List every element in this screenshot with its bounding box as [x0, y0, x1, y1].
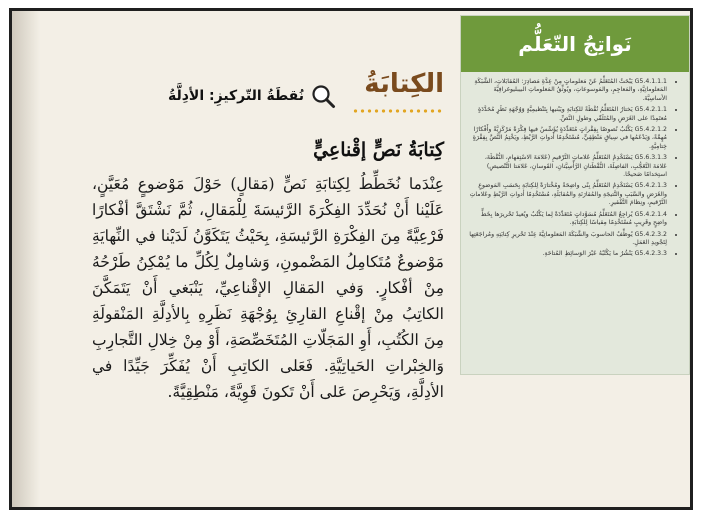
learning-outcomes-title: نَواتِجُ التّعَلُّم — [461, 16, 689, 72]
learning-outcomes-list — [469, 78, 679, 262]
outcome-item: • G5.6.3.1.3 يَسْتَخْدِمُ المُتَعَلِّمُ عَلاماتِ التَّرْقيمِ (عَلامَةَ الاسْتِفهامِ، النُّقْطَةَ، عَلامَةَ التَّعَجُّبِ، الفاصِلَةَ، النُّقْطَتانِ الرَّأْسِيَّتانِ، القَوسانِ، عَلامَتا التَّنْصيصِ) استِخدامًا صَحيحًا. — [469, 154, 667, 179]
textbook-page-photo — [9, 8, 693, 510]
learning-outcomes-panel — [460, 15, 690, 375]
body-paragraph: عِنْدَما نُخَطِّطُ لِكِتابَةِ نَصٍّ (مَقالٍ) حَوْلَ مَوْضوعٍ مُعَيَّنٍ، عَلَيْنا أَنْ نُحَدِّدَ الفِكْرَةَ الرَّئيسَةَ لِلْمَقالِ، ثُمَّ نَشْتَقَّ أفْكارًا فَرْعِيَّةً مِنَ الفِكْرَةِ الرَّئيسَةِ، بِحَيْثُ يَتَكَوَّنُ لَدَيْنا في النِّهايَةِ مَوْضوعٌ مُتَكامِلُ المَضْمونِ، وَشامِلٌ لِكُلِّ ما يُمْكِنُ طَرْحُهُ مِنْ أفْكارٍ. وَفي المَقالِ الإقْناعِيِّ، يَنْبَغي أَنْ يَتَمَكَّنَ الكاتِبُ مِنْ إقْناعِ القارِئِ بِوُجْهَةِ نَظَرِهِ بِالأدِلَّةِ المَنْقولَةِ مِنَ الكُتُبِ، أَوِ المَجَلّاتِ المُتَخَصِّصَةِ، أَوْ مِنْ خِلالِ التَّجارِبِ وَالخِبْراتِ الحَياتِيَّةِ. فَعَلى الكاتِبِ أَنْ يُفَكِّرَ جَيِّدًا في الأدِلَّةِ، وَيَحْرِصَ عَلى أَنْ تَكونَ قَوِيَّةً، مَنْطِقِيَّةً. — [92, 175, 444, 401]
outcome-item: • G5.4.2.3.3 يَنْشُرُ ما يَكْتُبُهُ عَبْرَ الوَسائِطِ المُتاحَةِ. — [469, 250, 667, 258]
magnifier-icon — [310, 83, 336, 109]
lesson-subtitle: كِتابَةُ نَصٍّ إقْناعِيٍّ — [313, 139, 444, 161]
title-underline-dots — [352, 109, 444, 113]
outcome-item: • G5.4.2.3.2 يُوظِّفُ الحاسوبَ والشَّبَكَةَ المَعلوماتِيَّةَ عِنْدَ تَحْريرِ كِتابَتِهِ ومُراجَعَتِها لِتَجْويدِ العَمَلِ. — [469, 231, 667, 248]
focus-point-text: نُقطَةُ التّركيزِ: الأدِلَّةُ — [167, 88, 304, 104]
section-title: الكِتابَةُ — [364, 69, 444, 99]
focus-point — [120, 83, 336, 109]
outcome-item: • G5.4.1.1.1 يَبْحَثُ المُتَعَلِّمُ عَنْ مَعلوماتٍ مِنْ عِدَّةِ مَصادِرَ: المُقابَلاتِ، الشَّبَكَةِ المَعلوماتِيَّةِ، والمَعاجِمِ، والمَوسوعاتِ، ويُوثِّقُ المَعلوماتِ البيبليوغرافِيَّةَ الأساسِيَّةَ. — [469, 78, 667, 103]
outcome-item: • G5.4.2.1.4 يُراجِعُ المُتَعَلِّمُ مُسَوَّداتٍ مُتَعَدِّدَةً لِما يَكْتُبُ ويُعيدُ تَحْريرَها بِخَطٍّ واضِحٍ وقَرِيبٍ مُسْتَخْدِمًا مِقياسًا لِلكِتابَةِ. — [469, 211, 667, 228]
page-binding-shadow — [12, 11, 40, 507]
outcome-item: • G5.4.2.1.3 يَسْتَخْدِمُ المُتَعَلِّمُ بِنًى واضِحَةً ومُخْتارَةً لِلكِتابَةِ بِحَسَبِ المَوضوعِ والغَرَضِ والسَّبَبِ والنَّتيجَةِ والمُقارَنَةِ والمُقابَلَةِ، مُسْتَخْدِمًا أدواتِ الرَّبْطِ وعَلاماتِ التَّرْقيمِ، ونِظامَ التَّفْقيرِ. — [469, 182, 667, 207]
outcome-item: • G5.4.2.1.1 يَختارُ المُتَعَلِّمُ نُقْطَةً للكِتابَةِ ويَبْنيها بِتَنْظيمِيَّةٍ وَوُجْهَةِ نَظَرٍ مُحَدَّدَةٍ مُعتَمِدًا على الغَرَضِ والمُتَلَقّي وطولِ النَّصِّ. — [469, 106, 667, 123]
outcome-item: • G5.4.2.1.2 يَكْتُبُ نُصوصًا بِفِقْراتٍ مُتَعَدِّدَةٍ يُؤَسِّسُ فيها فِكْرَةً مَرْكَزِيَّةً وأَفْكارًا مُهِمَّةً، وَيَدْعَمُها في سِياقٍ مَنْطِقِيٍّ، مُسْتَخْدِمًا أدواتِ الرَّبْطِ، ويَخْتِمُ النَّصَّ بِفِقْرَةٍ خِتامِيَّةٍ. — [469, 126, 667, 151]
